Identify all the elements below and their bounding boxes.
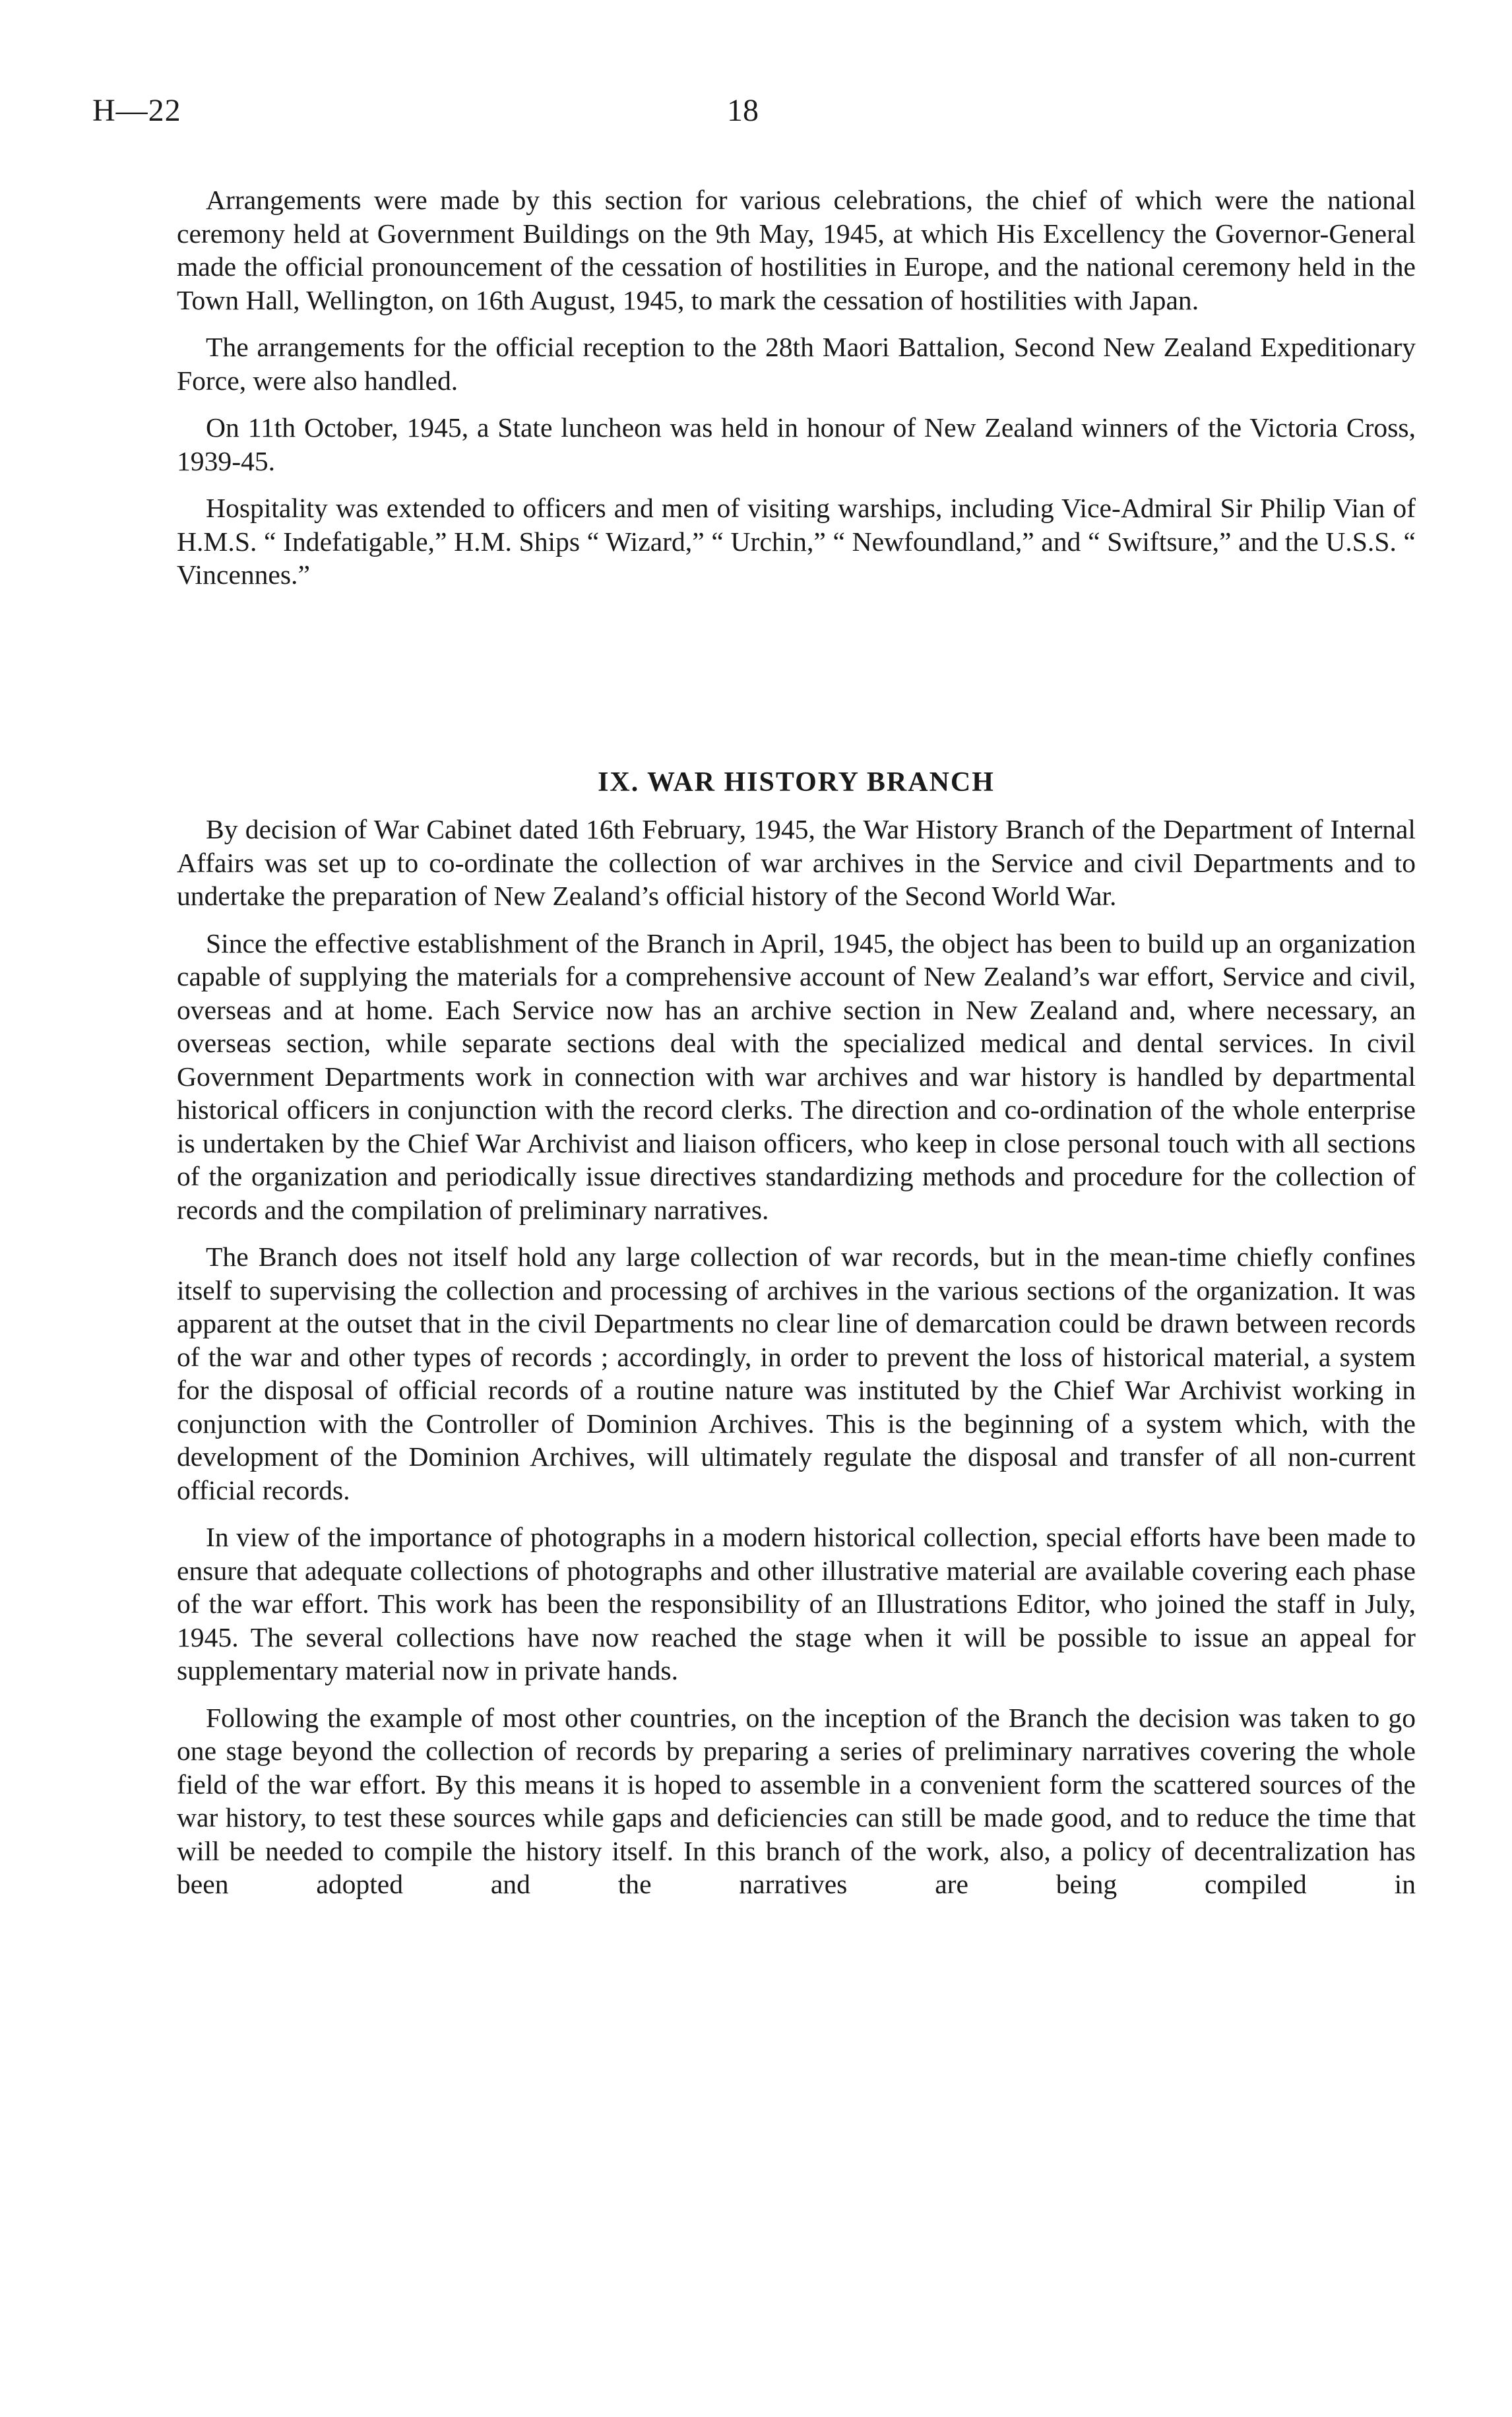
paragraph: Arrangements were made by this section for various celebrations, the chief of which were the national ceremony held at Government Buildings on the 9th May, 1945, at which His Excellency the Governor-General made the official pronouncement of the cessation of hostilities in Europe, and the national ceremony held in the Town Hall, Wellington, on 16th August, 1945, to mark the cessation of hostilities with Japan. [177, 185, 1416, 315]
paragraph: The Branch does not itself hold any large collection of war records, but in the mean-time chiefly confines itself to supervising the collection and processing of archives in the various sections of the organization. It was apparent at the outset that in the civil Departments no clear line of demarcation could be drawn between records of the war and other types of records ; accordingly, in order to prevent the loss of historical material, a system for the disposal of official records of a routine nature was instituted by the Chief War Archivist working in conjunction with the Controller of Dominion Archives. This is the beginning of a system which, with the development of the Dominion Archives, will ultimately regulate the disposal and transfer of all non-current official records. [177, 1241, 1416, 1505]
page-header [92, 92, 1425, 132]
document-reference: H—22 [92, 93, 181, 128]
paragraph: Since the effective establishment of the Branch in April, 1945, the object has been to build up an organization capable of supplying the materials for a comprehensive account of New Zealand’s war effort, Service and civil, overseas and at home. Each Service now has an archive section in New Zealand and, where necessary, an overseas section, while separate sections deal with the specialized medical and dental services. In civil Government Departments work in connection with war archives and war history is handled by departmental historical officers in conjunction with the record clerks. The direction and co-ordination of the whole enterprise is undertaken by the Chief War Archivist and liaison officers, who keep in close personal touch with all sections of the organization and periodically issue directives standardizing methods and procedure for the collection of records and the compilation of preliminary narratives. [177, 927, 1416, 1225]
section-heading: IX. WAR HISTORY BRANCH [598, 767, 995, 798]
paragraph: On 11th October, 1945, a State luncheon was held in honour of New Zealand winners of the Victoria Cross, 1939-45. [177, 412, 1416, 476]
war-history-section [177, 813, 1416, 1915]
paragraph: In view of the importance of photographs in a modern historical collection, special efforts have been made to ensure that adequate collections of photographs and other illustrative material are available covering each phase of the war effort. This work has been the responsibility of an Illustrations Editor, who joined the staff in July, 1945. The several collections have now reached the stage when it will be possible to issue an appeal for supplementary material now in private hands. [177, 1522, 1416, 1685]
intro-section [177, 183, 1416, 606]
paragraph: Hospitality was extended to officers and men of visiting warships, including Vice-Admiral Sir Philip Vian of H.M.S. “ Indefatigable,” H.M. Ships “ Wizard,” “ Urchin,” “ Newfoundland,” and “ Swiftsure,” and the U.S.S. “ Vincennes.” [177, 493, 1416, 590]
paragraph: By decision of War Cabinet dated 16th February, 1945, the War History Branch of the Department of Internal Affairs was set up to co-ordinate the collection of war archives in the Service and civil Departments and to undertake the preparation of New Zealand’s official history of the Second World War. [177, 814, 1416, 911]
paragraph: Following the example of most other countries, on the inception of the Branch the decision was taken to go one stage beyond the collection of records by preparing a series of preliminary narratives covering the whole field of the war effort. By this means it is hoped to assemble in a convenient form the scattered sources of the war history, to test these sources while gaps and deficiencies can still be made good, and to reduce the time that will be needed to compile the history itself. In this branch of the work, also, a policy of decentralization has been adopted and the narratives are being compiled in [177, 1702, 1416, 1899]
page-number: 18 [727, 93, 759, 128]
paragraph: The arrangements for the official reception to the 28th Maori Battalion, Second New Zealand Expeditionary Force, were also handled. [177, 332, 1416, 396]
